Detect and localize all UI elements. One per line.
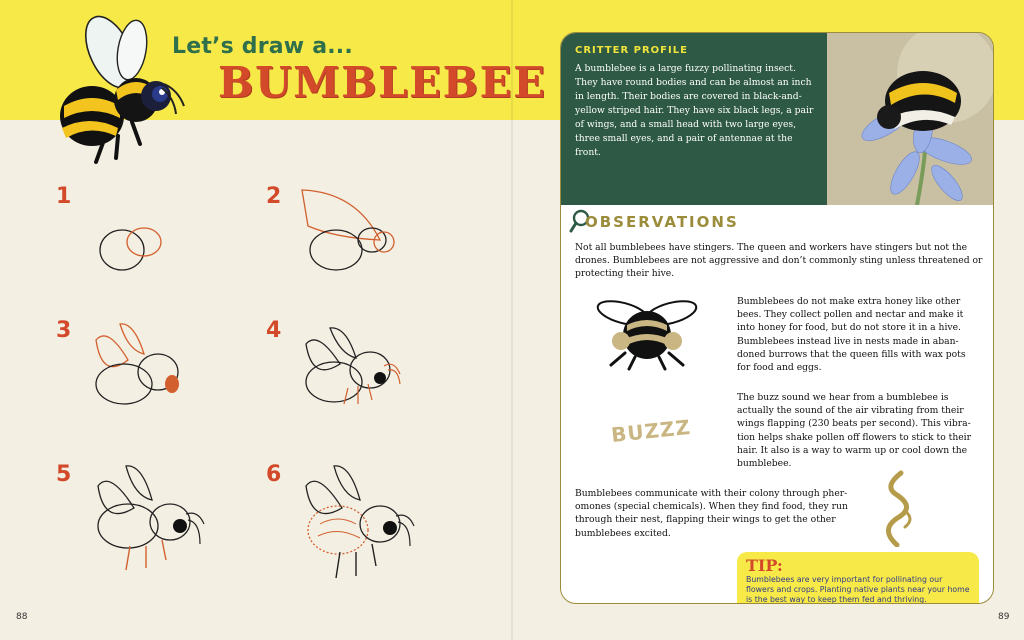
step-number-1: 1 [56, 184, 72, 209]
step-5-drawing [92, 460, 212, 584]
communicate-paragraph: Bumblebees communicate with their colony through pher-omones (special chemicals). When they find food, they run through their nest, flapping their wings to get the other bumblebees excited. [575, 488, 848, 539]
step-3-drawing [88, 320, 198, 410]
critter-profile-panel [561, 33, 827, 205]
critter-profile-heading: CRITTER PROFILE [575, 45, 688, 56]
buzz-paragraph: The buzz sound we hear from a bumblebee is actually the sound of the air vibrating from their wings flapping (230 beats per second). This vibra-tion helps shake pollen off flowers to stick to their hair. It also is a way to warm up or cool down the bumblebee. [737, 392, 972, 470]
title-lets-draw: Let’s draw a... [172, 34, 353, 59]
right-page [512, 0, 1024, 640]
step-2-drawing [296, 186, 406, 276]
step-number-4: 4 [266, 318, 282, 343]
critter-card [560, 32, 994, 604]
tip-text: Bumblebees are very important for pollinating our flowers and crops. Planting native plants near your home is the best way to keep them fed and thriving. [746, 575, 970, 604]
bee-icon [593, 295, 701, 371]
pheromone-swirl-icon [875, 467, 921, 547]
honey-paragraph: Bumblebees do not make extra honey like other bees. They collect pollen and nectar and make it into honey for food, but do not store it in a hive. Bumblebees instead live in nests made in aban-doned burrows that the queen fills with wax pots for food and eggs. [737, 296, 966, 374]
observations-heading: OBSERVATIONS [585, 213, 739, 231]
observations-intro: Not all bumblebees have stingers. The queen and workers have stingers but not the drones. Bumblebees are not aggressive and don’t commonly sting unless threatened or protecting their hive. [575, 242, 983, 280]
step-4-drawing [300, 324, 410, 410]
step-number-6: 6 [266, 462, 282, 487]
page-number-left: 88 [16, 612, 28, 622]
title-bumblebee: BUMBLEBEE [218, 58, 547, 107]
step-number-5: 5 [56, 462, 72, 487]
tip-heading: TIP: [746, 556, 783, 575]
step-number-2: 2 [266, 184, 282, 209]
step-1-drawing [96, 218, 176, 278]
page-number-right: 89 [998, 612, 1010, 622]
critter-profile-text: A bumblebee is a large fuzzy pollinating insect. They have round bodies and can be almost an inch in length. Their bodies are covered in black-and-yellow striped hair. They have six black legs, a pair of wings, and a small head with two large eyes, three small eyes, and a pair of antennae at the front. [575, 63, 814, 158]
buzz-graphic: BUZZZ [609, 414, 693, 448]
tip-box [737, 552, 979, 604]
bumblebee-photo [827, 33, 994, 205]
step-6-drawing [300, 460, 424, 590]
step-number-3: 3 [56, 318, 72, 343]
